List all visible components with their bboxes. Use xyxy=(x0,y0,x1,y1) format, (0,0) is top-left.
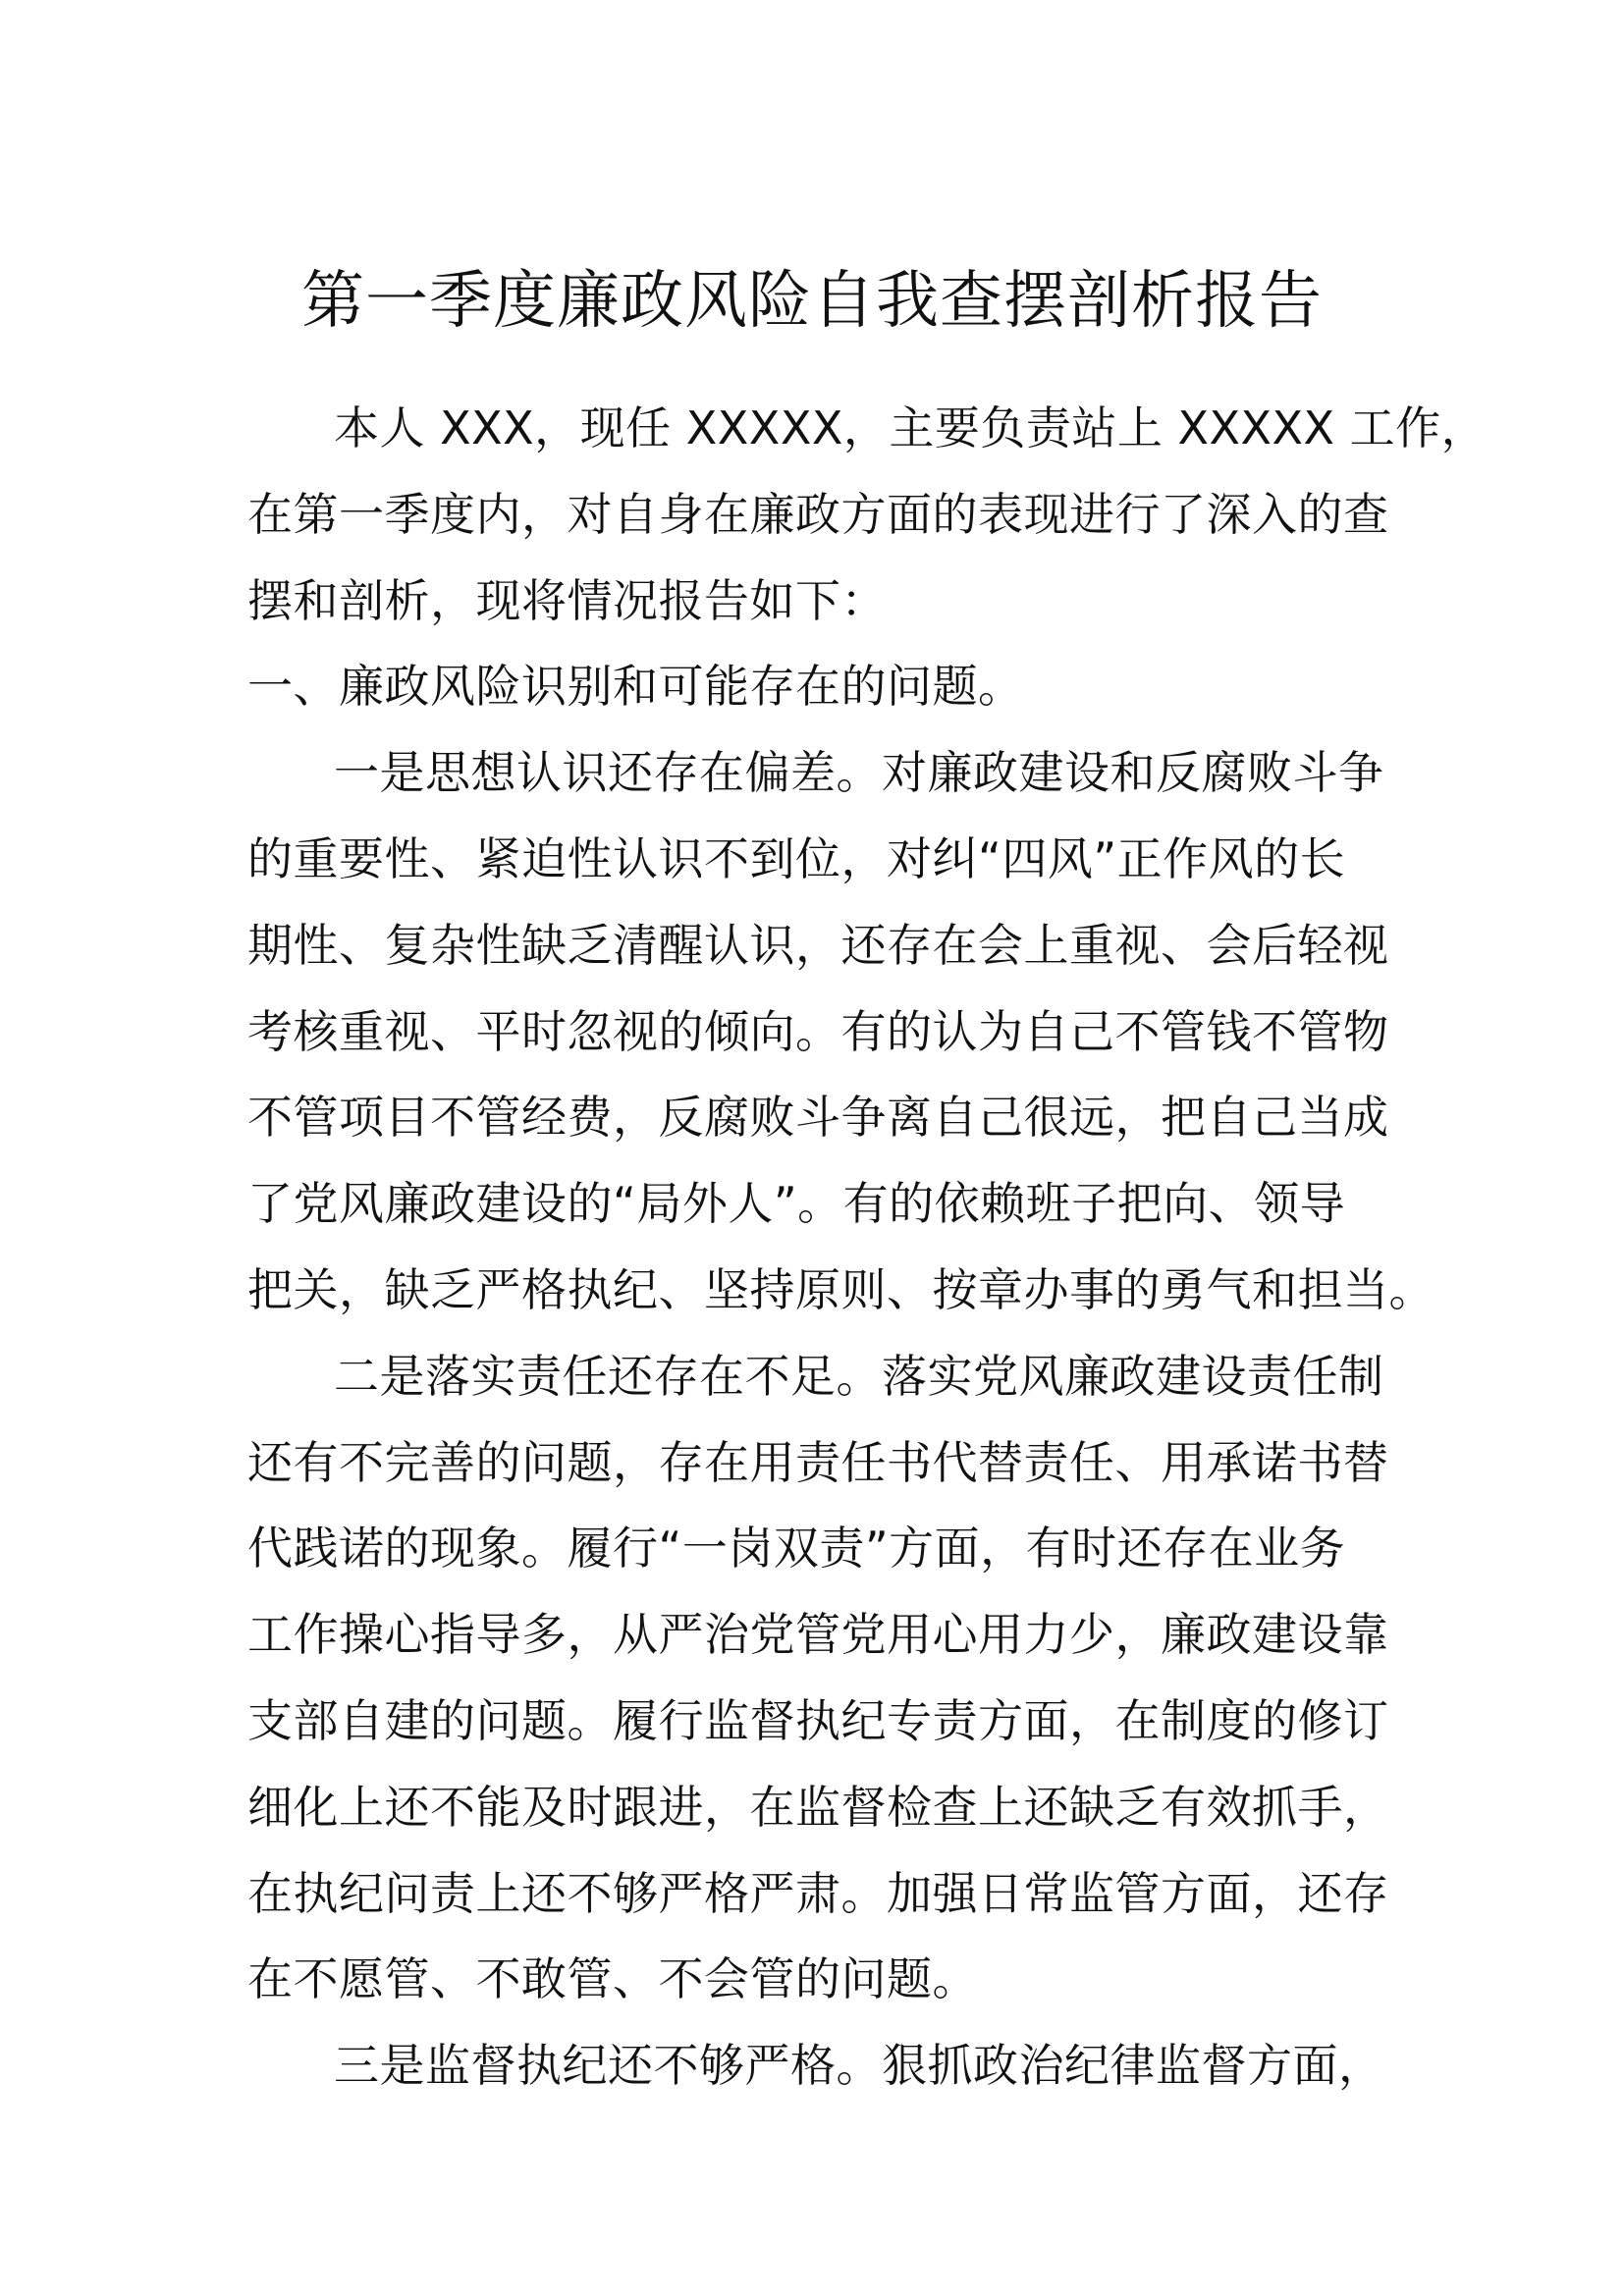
paragraph-line: 在不愿管、不敢管、不会管的问题。 xyxy=(247,1952,978,2006)
paragraph-line: 把关，缺乏严格执纪、坚持原则、按章办事的勇气和担当。 xyxy=(247,1262,1435,1316)
paragraph-line: 不管项目不管经费，反腐败斗争离自己很远，把自己当成 xyxy=(247,1091,1389,1145)
paragraph-line: 还有不完善的问题，存在用责任书代替责任、用承诺书替 xyxy=(247,1435,1389,1489)
paragraph-line: 细化上还不能及时跟进，在监督检查上还缺乏有效抓手， xyxy=(247,1780,1389,1834)
paragraph-line: 工作操心指导多，从严治党管党用心用力少，廉政建设靠 xyxy=(247,1608,1389,1662)
paragraph-line: 三是监督执纪还不够严格。狠抓政治纪律监督方面， xyxy=(334,2039,1384,2093)
paragraph-line: 在第一季度内，对自身在廉政方面的表现进行了深入的查 xyxy=(247,487,1389,541)
paragraph-line: 支部自建的问题。履行监督执纪专责方面，在制度的修订 xyxy=(247,1693,1389,1747)
paragraph-line: 摆和剖析，现将情况报告如下： xyxy=(247,573,887,627)
paragraph-line: 了党风廉政建设的“局外人”。有的依赖班子把向、领导 xyxy=(247,1177,1346,1231)
paragraph-line: 一是思想认识还存在偏差。对廉政建设和反腐败斗争 xyxy=(334,746,1384,800)
document-title: 第一季度廉政风险自我查摆剖析报告 xyxy=(301,265,1323,338)
section-heading: 一、廉政风险识别和可能存在的问题。 xyxy=(247,660,1024,714)
paragraph-line: 本人 XXX，现任 XXXXX，主要负责站上 XXXXX 工作， xyxy=(334,401,1488,454)
paragraph-line: 代践诺的现象。履行“一岗双责”方面，有时还存在业务 xyxy=(247,1522,1346,1575)
paragraph-line: 在执纪问责上还不够严格严肃。加强日常监管方面，还存 xyxy=(247,1866,1389,1920)
paragraph-line: 考核重视、平时忽视的倾向。有的认为自己不管钱不管物 xyxy=(247,1004,1389,1058)
document-body xyxy=(247,386,1488,2109)
paragraph-line: 二是落实责任还存在不足。落实党风廉政建设责任制 xyxy=(334,1349,1384,1403)
paragraph-line: 期性、复杂性缺乏清醒认识，还存在会上重视、会后轻视 xyxy=(247,918,1389,972)
paragraph-line: 的重要性、紧迫性认识不到位，对纠“四风”正作风的长 xyxy=(247,831,1346,885)
